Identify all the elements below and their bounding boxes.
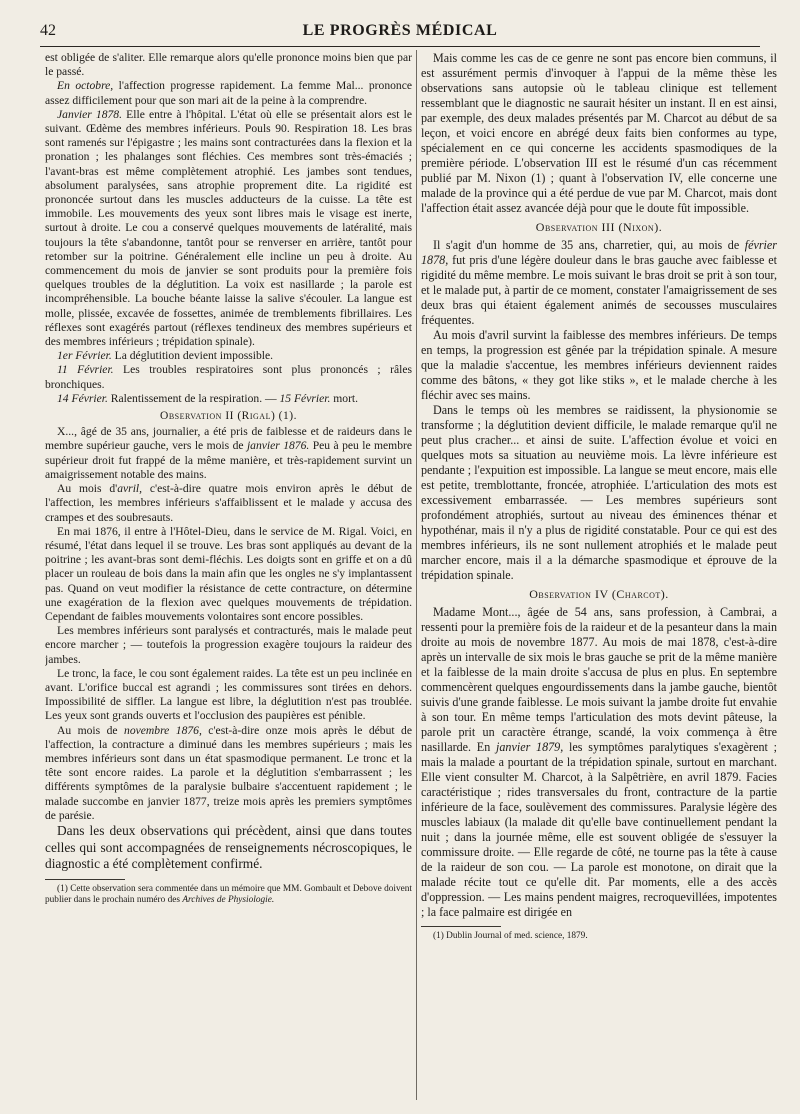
paragraph: Le tronc, la face, le cou sont également raides. La tête est un peu inclinée en avant. L'orifice buccal est agrandi ; les commissures sont tirées en dehors. Impossibilité de siffler. La langue est libre, la déglutition n'est pas troublée. Les yeux sont grands ouverts et l'occlusion des paupières est pénible. xyxy=(45,666,412,723)
column-divider xyxy=(416,50,417,1100)
footnote: (1) Cette observation sera commentée dans un mémoire que MM. Gombault et Debove doivent publier dans le prochain numéro des Archives de Physiologie. xyxy=(45,883,412,905)
observation-heading: Observation III (Nixon). xyxy=(535,220,663,234)
date: 15 Février. xyxy=(279,391,331,405)
paragraph: X..., âgé de 35 ans, journalier, a été pris de faiblesse et de raideurs dans le membre supérieur gauche, vers le mois de janvier 1876. Peu à peu le membre supérieur droit fut frappé de la même manière, et très-rapidement survint un amaigrissement notable des mains. xyxy=(45,425,412,481)
running-header xyxy=(40,20,760,47)
journal-title: LE PROGRÈS MÉDICAL xyxy=(302,22,498,39)
observation-heading: Observation II (Rigal) (1). xyxy=(160,410,297,423)
paragraph: Au mois d'avril, c'est-à-dire quatre mois environ après le début de l'affection, les membres inférieurs s'affaiblissent et le malade y accusa des crampes et des soubresauts. xyxy=(45,482,412,524)
paragraph: Dans le temps où les membres se raidissent, la physionomie se transforme ; la déglutition devient difficile, le malade remarque qu'il ne peut plus cracher... et ainsi de suite. L'affection évolue et voici en quelques mots sa situation au neuvième mois. La lèvre inférieure est pendante ; l'expuition est impossible. La langue se meut encore, mais elle est petite, tremblottante, froncée, atrophiée. L'articulation des mots est excessivement embarrassée. — Les membres supérieurs sont profondément atrophiés, surtout au niveau des éminences thénar et hypothénar, mais il n'y a plus de rigidité constatable. Pour ce qui est des membres inférieurs, ils ne sont nullement atrophiés et le malade peut marcher encore, mais il a la démarche spasmodique et éprouve de la trépidation spinale. xyxy=(421,403,777,582)
paragraph: Janvier 1878. Elle entre à l'hôpital. L'état où elle se présentait alors est le suivant. Œdème des membres inférieurs. Pouls 90. Respiration 18. Les bras sont ramenés sur l'épigastre ; les mains sont contracturées dans la flexion et la pronation ; les phalanges sont fléchies. Ces membres sont très-émaciés ; l'avant-bras est même complètement atrophié. Les jambes sont tendues, absolument paralysées, sans atrophie proprement dite. La rigidité est prononcée surtout dans les muscles adducteurs de la cuisse. La tête est immobile. Les mouvements des yeux sont libres mais le visage est inerte, surtout à droite. Le cou a conservé quelques mouvements de latéralité, mais toujours la tête s'abandonne, tantôt pour se renverser en arrière, tantôt pour retomber sur la poitrine. Généralement elle incline un peu à droite. Au commencement du mois de janvier se sont produits pour la première fois quelques troubles de la déglutition. La voix est nasillarde ; la parole est incompréhensible. La bouche béante laisse la salive s'écouler. La langue est molle, plissée, excavée de fossettes, animée de tremblements fibrillaires. Les réflexes sont exagérés partout (réflexes tendineux des membres supérieurs et des membres inférieurs ; trépidation spinale). xyxy=(45,107,412,349)
page-number: 42 xyxy=(40,22,56,39)
paragraph: Il s'agit d'un homme de 35 ans, charretier, qui, au mois de février 1878, fut pris d'une légère douleur dans le bras gauche avec faiblesse et rigidité du même membre. Le mois suivant le bras droit se prit à son tour, et le malade put, à partir de ce moment, constater l'amaigrissement de ses deux bras qui étaient également animés de secousses musculaires fréquentes. xyxy=(421,238,777,327)
paragraph: 11 Février. Les troubles respiratoires sont plus prononcés ; râles bronchiques. xyxy=(45,363,412,391)
left-column xyxy=(45,51,412,1101)
footnote-rule xyxy=(421,926,501,927)
date: 11 Février. xyxy=(57,363,114,377)
paragraph: Dans les deux observations qui précèdent, ainsi que dans toutes celles qui sont accompagnées de renseignements nécroscopiques, le diagnostic a été complètement confirmé. xyxy=(45,822,412,872)
footnote: (1) Dublin Journal of med. science, 1879. xyxy=(433,931,588,941)
date: Janvier 1878. xyxy=(57,107,123,121)
paragraph: Mais comme les cas de ce genre ne sont pas encore bien communs, il est assurément permis d'invoquer à l'appui de la même thèse les observations sans autopsie où le tableau clinique est tellement ressemblant que le diagnostic ne saurait hésiter un instant. Il en est ainsi, par exemple, des deux malades présentés par M. Charcot au début de sa leçon, et voici encore en abrégé deux faits bien conformes au type, spécialement en ce qui concerne les accidents spasmodiques de la première période. L'observation III est le résumé d'un cas récemment publié par M. Nixon (1) ; quant à l'observation IV, elle concerne une malade de la province qui a été perdue de vue par M. Charcot, mais dont l'affection était assez avancée déjà pour que le doute fût impossible. xyxy=(421,51,777,215)
observation-heading: Observation IV (Charcot). xyxy=(529,587,669,601)
paragraph: Au mois de novembre 1876, c'est-à-dire onze mois après le début de l'affection, la contracture a diminué dans les membres supérieurs ; mais les membres inférieurs sont dans un état spasmodique permanent. Le tronc et la tête sont encore raides. La parole et la déglutition s'embarrassent ; les différents symptômes de la paralysie bulbaire s'accentuent rapidement ; le malade succombe en janvier 1877, treize mois après les premiers symptômes de parésie. xyxy=(45,723,412,822)
right-column xyxy=(421,51,777,1101)
date: janvier 1879, xyxy=(496,740,564,754)
paragraph: En mai 1876, il entre à l'Hôtel-Dieu, dans le service de M. Rigal. Voici, en résumé, l'état dans lequel il se trouve. Les bras sont appliqués au devant de la poitrine ; les avant-bras sont demi-fléchis. Les doigts sont en griffe et on a dû placer un rouleau de bois dans la main afin que les ongles ne s'y implantassent pas. Quand on veut modifier la résistance de cette contracture, on détermine une exagération de la flexion avec quelques mouvements de trépidation. Cependant de faibles mouvements volontaires sont encore possibles. xyxy=(45,524,412,623)
date: novembre 1876, xyxy=(124,723,202,737)
paragraph: Au mois d'avril survint la faiblesse des membres inférieurs. De temps en temps, la progression est gênée par la trépidation spinale. A mesure que la maladie s'accentue, les membres inférieurs deviennent raides comme des bâtons, « they got like stiks », et le malade cherche à les fléchir avec ses mains. xyxy=(421,328,777,402)
date: 14 Février. xyxy=(57,391,108,405)
paragraph: Les membres inférieurs sont paralysés et contracturés, mais le malade peut encore marcher ; — toutefois la progression exagère toujours la raideur des jambes. xyxy=(45,624,412,666)
date: 1er Février. xyxy=(57,349,112,363)
date: En octobre, xyxy=(57,79,114,93)
footnote-rule xyxy=(45,879,125,880)
journal-name: Archives de Physiologie. xyxy=(182,894,275,905)
paragraph: En octobre, l'affection progresse rapidement. La femme Mal... prononce assez difficilement pour que son mari ait de la peine à la comprendre. xyxy=(45,79,412,107)
date: janvier 1876. xyxy=(246,439,310,453)
paragraph: 14 Février. Ralentissement de la respiration. — 15 Février. mort. xyxy=(57,391,359,405)
paragraph: est obligée de s'aliter. Elle remarque alors qu'elle prononce moins bien que par le passé. xyxy=(45,51,412,79)
paragraph: 1er Février. La déglutition devient impossible. xyxy=(57,349,274,363)
date: février 1878, xyxy=(421,238,777,267)
date: avril, xyxy=(117,482,143,496)
paragraph: Madame Mont..., âgée de 54 ans, sans profession, à Cambrai, a ressenti pour la première fois de la raideur et de la pesanteur dans la main droite au mois de novembre 1877. Au mois de mai 1878, c'est-à-dire après un intervalle de six mois le bras gauche se prit de la même manière et la faiblesse de la main droite s'accusa de plus en plus. En septembre commencèrent quelques engourdissements dans la jambe gauche, bientôt suivis d'une grande faiblesse. Le mois suivant la jambe droite fut envahie à son tour. En même temps l'articulation des mots devint pâteuse, la parole prit un caractère étrange, scandé, la voix commença à être nasillarde. En janvier 1879, les symptômes paralytiques s'exagèrent ; mais la malade a pourtant de la trépidation spinale, surtout en marchant. Elle vient consulter M. Charcot, à la Salpêtrière, en avril 1879. Facies caractéristique ; rides transversales du front, contracture de la partie inférieure de la face, soulèvement des commissures. Paralysie légère des muscles labiaux (la malade dit qu'elle bave continuellement pendant la nuit ; dans la journée même, elle est souvent obligée de s'essuyer la commissure droite. — Elle regarde de côté, ne tourne pas la tête à cause de la raideur de son cou. — La parole est monotone, on dirait que la malade récite tout ce qu'elle dit. Par moments, elle a des accès d'oppression. — Les mains pendent maigres, recroquevillées, impotentes ; la face palmaire est dirigée en xyxy=(421,605,777,919)
